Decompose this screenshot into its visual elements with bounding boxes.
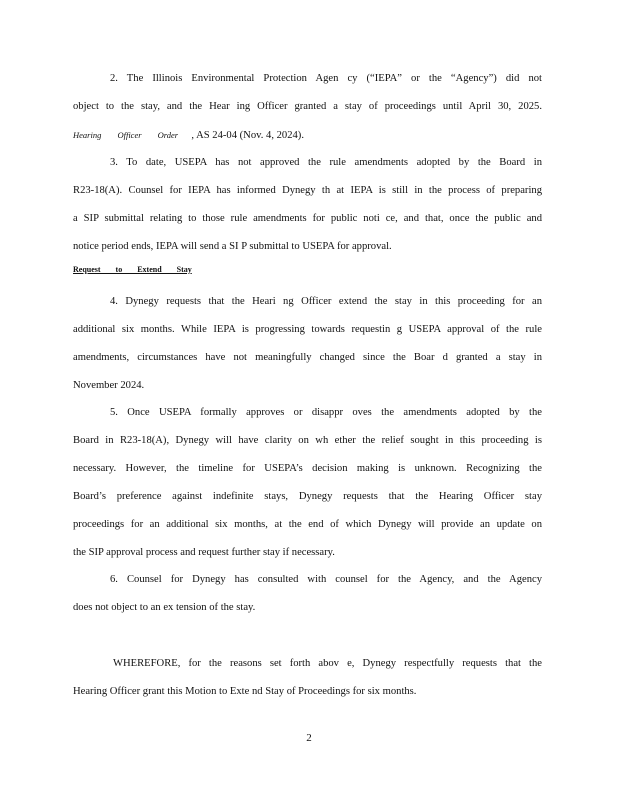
paragraph-line: 6. Counsel for Dynegy has consulted with counsel for the Agency, and the Agency <box>110 574 542 585</box>
paragraph-line: 2. The Illinois Environmental Protection Agen cy (“IEPA” or the “Agency”) did not <box>110 73 542 84</box>
citation-line <box>73 121 542 149</box>
paragraph-6 <box>73 566 542 622</box>
citation-text: Hearing Officer Order <box>73 130 179 140</box>
paragraph-line: November 2024. <box>73 380 145 391</box>
paragraph-5 <box>73 399 542 567</box>
paragraph-line: Board in R23-18(A), Dynegy will have clarity on wh ether the relief sought in this proceeding is <box>73 435 542 446</box>
paragraph-line: the SIP approval process and request further stay if necessary. <box>73 547 335 558</box>
wherefore-paragraph <box>73 650 542 706</box>
section-heading: Request to Extend Stay <box>73 265 192 274</box>
paragraph-line: WHEREFORE, for the reasons set forth abov e, Dynegy respectfully requests that the <box>113 658 542 669</box>
paragraph-line: necessary. However, the timeline for USEPA’s decision making is unknown. Recognizing the <box>73 463 542 474</box>
paragraph-line: object to the stay, and the Hear ing Officer granted a stay of proceedings until April 30, 2025. <box>73 101 542 112</box>
page-number: 2 <box>306 732 312 744</box>
paragraph-line: a SIP submittal relating to those rule amendments for public noti ce, and that, once the public and <box>73 213 542 224</box>
citation-rest: , AS 24-04 (Nov. 4, 2024). <box>191 130 304 141</box>
paragraph-line: Board’s preference against indefinite stays, Dynegy requests that the Hearing Officer stay <box>73 491 542 502</box>
paragraph-4 <box>73 288 542 400</box>
paragraph-line: additional six months. While IEPA is progressing towards requestin g USEPA approval of the rule <box>73 324 542 335</box>
paragraph-line: 5. Once USEPA formally approves or disappr oves the amendments adopted by the <box>110 407 542 418</box>
paragraph-line: R23-18(A). Counsel for IEPA has informed Dynegy th at IEPA is still in the process of preparing <box>73 185 542 196</box>
paragraph-line: 3. To date, USEPA has not approved the rule amendments adopted by the Board in <box>110 157 542 168</box>
paragraph-line: does not object to an ex tension of the stay. <box>73 602 256 613</box>
paragraph-line: amendments, circumstances have not meaningfully changed since the Boar d granted a stay in <box>73 352 542 363</box>
paragraph-2 <box>73 65 542 149</box>
paragraph-line: proceedings for an additional six months, at the end of which Dynegy will provide an update on <box>73 519 542 530</box>
paragraph-line: Hearing Officer grant this Motion to Exte nd Stay of Proceedings for six months. <box>73 686 417 697</box>
paragraph-line: notice period ends, IEPA will send a SI P submittal to USEPA for approval. <box>73 241 392 252</box>
paragraph-3 <box>73 149 542 261</box>
paragraph-line: 4. Dynegy requests that the Heari ng Officer extend the stay in this proceeding for an <box>110 296 542 307</box>
